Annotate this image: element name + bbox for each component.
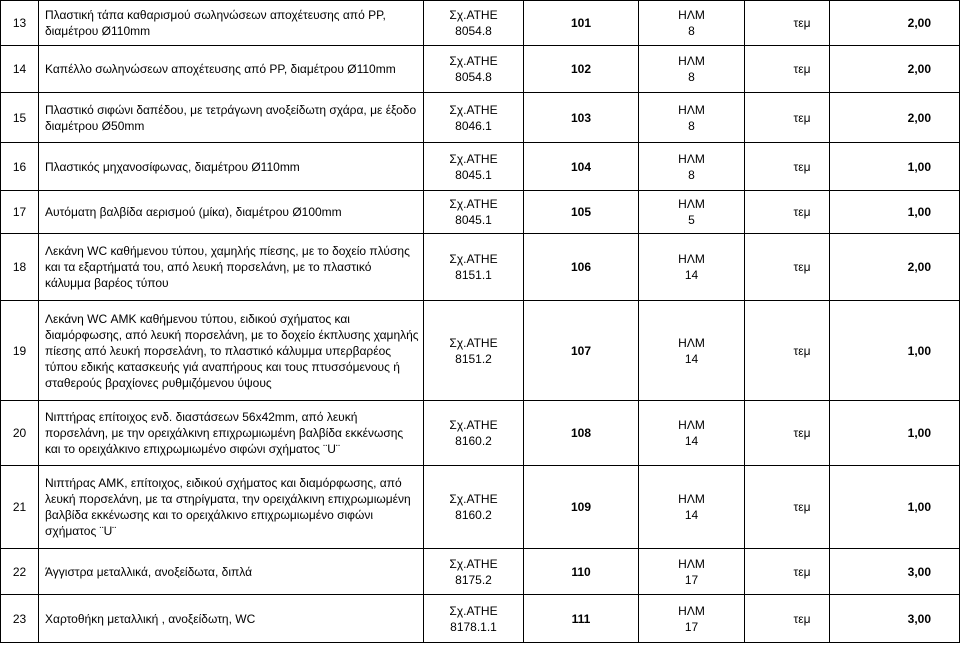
category-line: 14 — [684, 434, 699, 448]
item-quantity: 3,00 — [830, 549, 960, 595]
article-number: 105 — [524, 191, 639, 234]
item-code — [424, 401, 524, 466]
item-unit: τεμ — [745, 46, 830, 93]
row-number: 19 — [1, 301, 39, 401]
category-line: ΗΛΜ — [678, 197, 705, 211]
article-number: 101 — [524, 1, 639, 46]
table-row — [1, 301, 960, 401]
item-description — [39, 301, 424, 401]
category-line: ΗΛΜ — [678, 492, 705, 506]
item-unit: τεμ — [745, 93, 830, 143]
table-row — [1, 595, 960, 643]
item-category — [639, 93, 745, 143]
row-number: 20 — [1, 401, 39, 466]
row-number: 16 — [1, 143, 39, 191]
description-line: πίεσης από λευκή πορσελάνη, το πλαστικό κάλυμμα υπερβαρέος — [45, 343, 392, 358]
item-code — [424, 1, 524, 46]
item-unit: τεμ — [745, 1, 830, 46]
article-number: 111 — [524, 595, 639, 643]
item-code — [424, 46, 524, 93]
description-line: Νιπτήρας ΑΜΚ, επίτοιχος, ειδικού σχήματος και διαμόρφωσης, από — [45, 476, 402, 490]
code-line: 8045.1 — [455, 213, 492, 227]
item-unit: τεμ — [745, 466, 830, 549]
item-quantity: 2,00 — [830, 46, 960, 93]
item-unit: τεμ — [745, 401, 830, 466]
code-line: Σχ.ΑΤΗΕ — [449, 102, 498, 117]
item-category — [639, 191, 745, 234]
item-description — [39, 1, 424, 46]
article-number: 109 — [524, 466, 639, 549]
category-line: 14 — [684, 508, 699, 522]
item-category — [639, 46, 745, 93]
code-line: Σχ.ΑΤΗΕ — [449, 252, 498, 266]
description-line: Νιπτήρας επίτοιχος ενδ. διαστάσεων 56x42mm, από λευκή — [45, 410, 358, 424]
category-line: 8 — [688, 70, 695, 84]
item-category — [639, 595, 745, 643]
description-line: λευκή πορσελάνη, με τα στηρίγματα, την ορειχάλκινη επιχρωμιωμένη — [45, 492, 411, 506]
item-unit: τεμ — [745, 595, 830, 643]
table-row — [1, 549, 960, 595]
item-quantity: 1,00 — [830, 466, 960, 549]
description-line: Πλαστικό σιφώνι δαπέδου, με τετράγωνη ανοξείδωτη σχάρα, με έξοδο — [45, 102, 417, 117]
row-number: 23 — [1, 595, 39, 643]
item-code — [424, 93, 524, 143]
item-category — [639, 1, 745, 46]
code-line: Σχ.ΑΤΗΕ — [449, 418, 498, 432]
code-line: Σχ.ΑΤΗΕ — [449, 54, 498, 68]
item-description — [39, 466, 424, 549]
code-line: Σχ.ΑΤΗΕ — [449, 603, 498, 618]
item-code — [424, 466, 524, 549]
row-number: 18 — [1, 234, 39, 301]
article-number: 106 — [524, 234, 639, 301]
category-line: 8 — [688, 167, 695, 182]
description-line: Καπέλλο σωληνώσεων αποχέτευσης από PP, διαμέτρου Ø110mm — [45, 62, 396, 76]
article-number: 104 — [524, 143, 639, 191]
row-number: 14 — [1, 46, 39, 93]
row-number: 17 — [1, 191, 39, 234]
item-unit: τεμ — [745, 191, 830, 234]
description-line: βαλβίδα εκκένωσης και το ορειχάλκινο επιχρωμιωμένο σιφώνι — [45, 508, 373, 522]
description-line: Χαρτοθήκη μεταλλική , ανοξείδωτη, WC — [45, 611, 256, 626]
description-line: Πλαστικός μηχανοσίφωνας, διαμέτρου Ø110mm — [45, 159, 300, 174]
item-quantity: 1,00 — [830, 301, 960, 401]
item-category — [639, 301, 745, 401]
item-quantity: 2,00 — [830, 234, 960, 301]
item-quantity: 2,00 — [830, 1, 960, 46]
category-line: ΗΛΜ — [678, 8, 705, 22]
code-line: 8046.1 — [455, 118, 492, 133]
item-unit: τεμ — [745, 301, 830, 401]
code-line: 8160.2 — [455, 434, 492, 448]
description-line: πορσελάνη, με την ορειχάλκινη επιχρωμιωμένη βαλβίδα εκκένωσης — [45, 426, 404, 440]
table-row — [1, 401, 960, 466]
description-line: σχήματος ¨U¨ — [45, 524, 117, 538]
category-line: 14 — [684, 268, 699, 282]
code-line: 8054.8 — [455, 70, 492, 84]
table-row — [1, 466, 960, 549]
category-line: ΗΛΜ — [678, 556, 705, 571]
table-row — [1, 1, 960, 46]
item-description — [39, 595, 424, 643]
row-number: 22 — [1, 549, 39, 595]
item-category — [639, 549, 745, 595]
item-category — [639, 143, 745, 191]
item-description — [39, 191, 424, 234]
item-code — [424, 143, 524, 191]
item-code — [424, 191, 524, 234]
item-quantity: 1,00 — [830, 143, 960, 191]
item-category — [639, 466, 745, 549]
category-line: ΗΛΜ — [678, 252, 705, 266]
article-number: 110 — [524, 549, 639, 595]
item-quantity: 1,00 — [830, 401, 960, 466]
item-description — [39, 401, 424, 466]
code-line: Σχ.ΑΤΗΕ — [449, 197, 498, 211]
code-line: 8054.8 — [455, 24, 492, 38]
description-line: Πλαστική τάπα καθαρισμού σωληνώσεων αποχέτευσης από PP, — [45, 8, 386, 22]
description-line: τύπου εδικής κατασκευής γιά αναπήρους και τους πτυσσόμενους ή — [45, 359, 400, 374]
code-line: 8151.1 — [455, 268, 492, 282]
code-line: 8151.2 — [455, 351, 492, 366]
item-quantity: 3,00 — [830, 595, 960, 643]
item-category — [639, 234, 745, 301]
category-line: 17 — [684, 619, 699, 634]
table-row — [1, 46, 960, 93]
description-line: κάλυμμα βαρέος τύπου — [45, 276, 169, 290]
item-unit: τεμ — [745, 549, 830, 595]
item-code — [424, 595, 524, 643]
table-row — [1, 191, 960, 234]
category-line: ΗΛΜ — [678, 335, 705, 350]
row-number: 13 — [1, 1, 39, 46]
code-line: Σχ.ΑΤΗΕ — [449, 492, 498, 506]
article-number: 107 — [524, 301, 639, 401]
item-quantity: 2,00 — [830, 93, 960, 143]
category-line: ΗΛΜ — [678, 54, 705, 68]
item-unit: τεμ — [745, 143, 830, 191]
code-line: Σχ.ΑΤΗΕ — [449, 8, 498, 22]
description-line: διαμόρφωσης, από λευκή πορσελάνη, με το δοχείο έκπλυσης χαμηλής — [45, 327, 419, 342]
category-line: ΗΛΜ — [678, 151, 705, 166]
article-number: 108 — [524, 401, 639, 466]
description-line: σταθερούς βραχίονες ρυθμιζόμενου ύψους — [45, 375, 272, 390]
description-line: διαμέτρου Ø110mm — [45, 24, 151, 38]
description-line: και το ορειχάλκινο επιχρωμιωμένο σιφώνι σχήματος ¨U¨ — [45, 442, 340, 456]
code-line: Σχ.ΑΤΗΕ — [449, 335, 498, 350]
code-line: 8178.1.1 — [450, 619, 497, 634]
table-row — [1, 143, 960, 191]
article-number: 103 — [524, 93, 639, 143]
category-line: 14 — [684, 351, 699, 366]
category-line: 17 — [684, 572, 699, 587]
description-line: Αυτόματη βαλβίδα αερισμού (μίκα), διαμέτρου Ø100mm — [45, 205, 342, 219]
description-line: Λεκάνη WC καθήμενου τύπου, χαμηλής πίεσης, με το δοχείο πλύσης — [45, 244, 410, 258]
category-line: ΗΛΜ — [678, 418, 705, 432]
item-description — [39, 143, 424, 191]
category-line: 5 — [688, 213, 695, 227]
article-number: 102 — [524, 46, 639, 93]
item-description — [39, 46, 424, 93]
table-row — [1, 93, 960, 143]
item-code — [424, 301, 524, 401]
code-line: Σχ.ΑΤΗΕ — [449, 556, 498, 571]
category-line: ΗΛΜ — [678, 102, 705, 117]
category-line: 8 — [688, 118, 695, 133]
item-quantity: 1,00 — [830, 191, 960, 234]
category-line: ΗΛΜ — [678, 603, 705, 618]
code-line: 8160.2 — [455, 508, 492, 522]
item-unit: τεμ — [745, 234, 830, 301]
item-category — [639, 401, 745, 466]
description-line: διαμέτρου Ø50mm — [45, 118, 145, 133]
row-number: 15 — [1, 93, 39, 143]
description-line: Άγγιστρα μεταλλικά, ανοξείδωτα, διπλά — [45, 564, 253, 579]
description-line: Λεκάνη WC ΑΜΚ καθήμενου τύπου, ειδικού σχήματος και — [45, 311, 350, 326]
table-row — [1, 234, 960, 301]
item-description — [39, 234, 424, 301]
code-line: Σχ.ΑΤΗΕ — [449, 151, 498, 166]
category-line: 8 — [688, 24, 695, 38]
code-line: 8175.2 — [455, 572, 492, 587]
code-line: 8045.1 — [455, 167, 492, 182]
description-line: και τα εξαρτήματά του, από λευκή πορσελάνη, με το πλαστικό — [45, 260, 372, 274]
row-number: 21 — [1, 466, 39, 549]
item-description — [39, 93, 424, 143]
item-description — [39, 549, 424, 595]
item-code — [424, 549, 524, 595]
item-code — [424, 234, 524, 301]
